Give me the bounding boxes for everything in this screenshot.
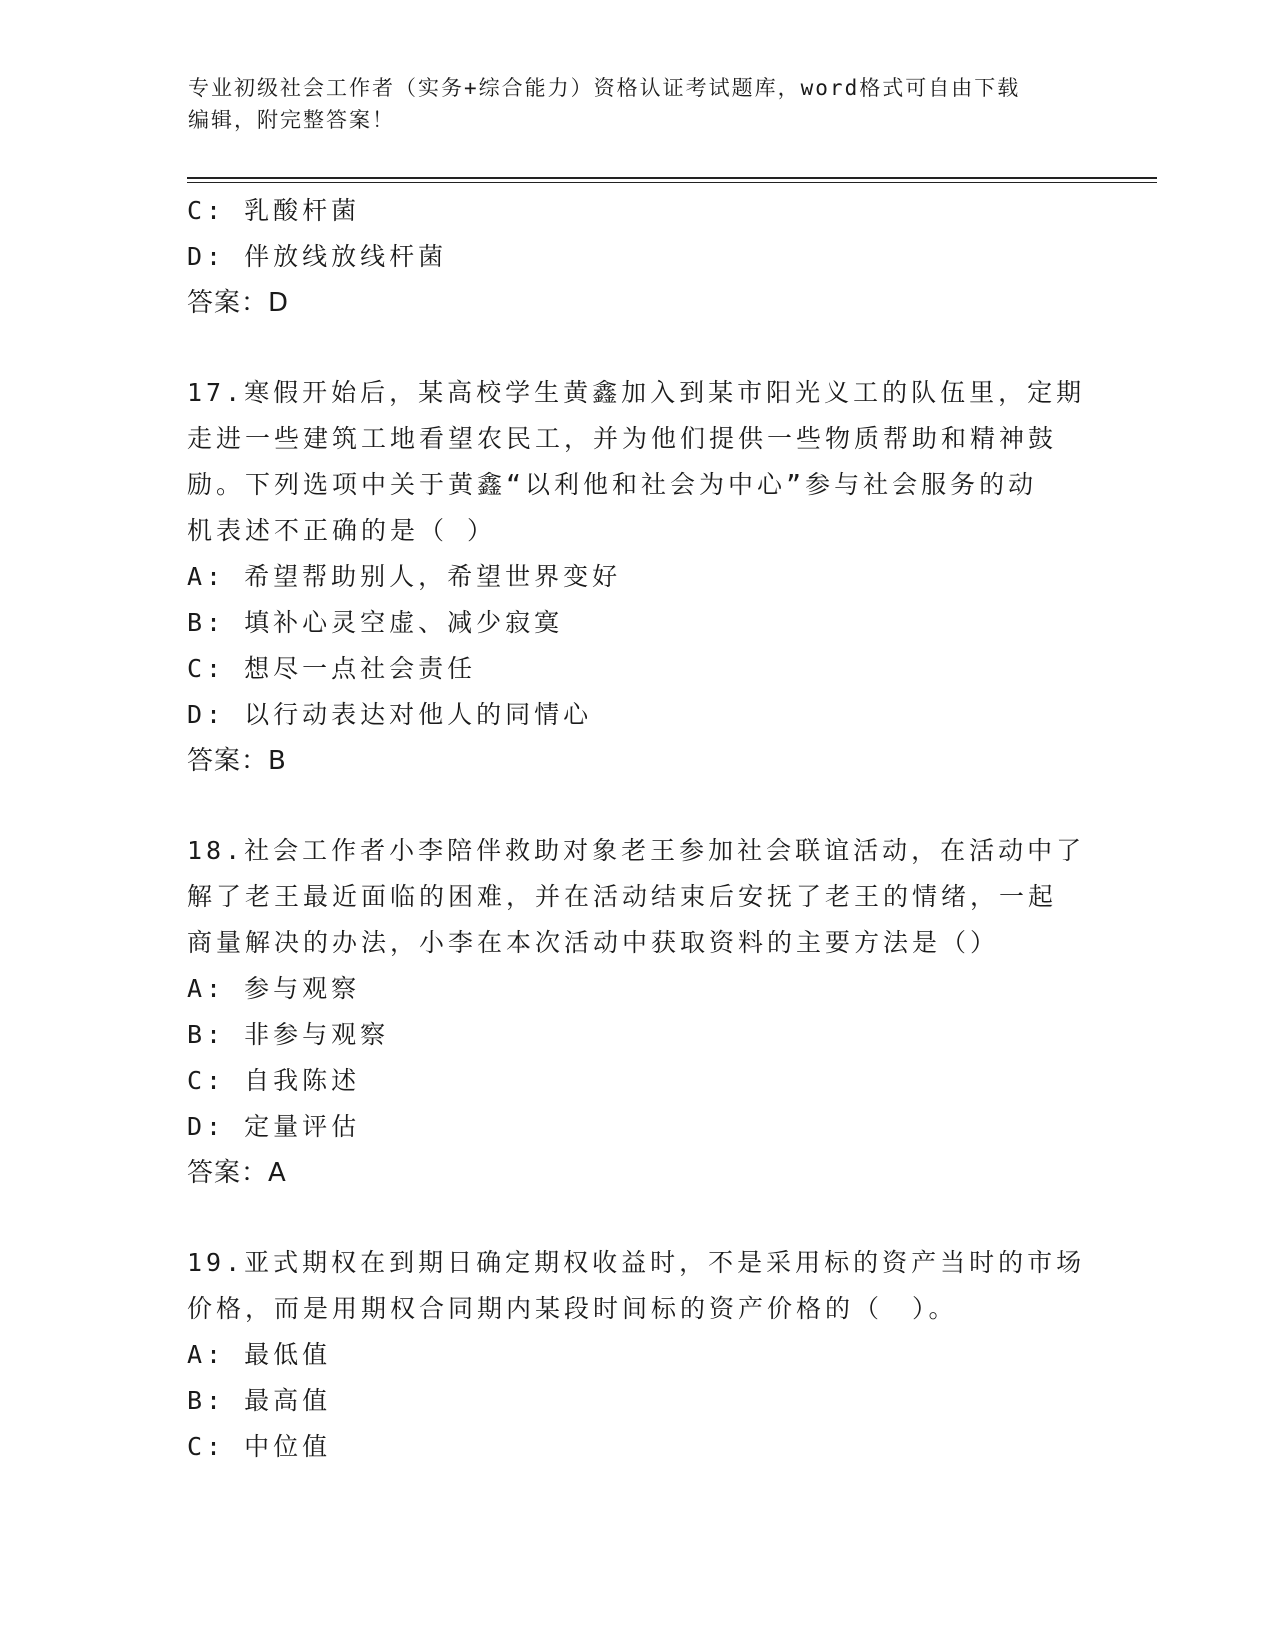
question-stem [187, 1240, 1087, 1332]
option-b: B: 填补心灵空虚、减少寂寞 [187, 608, 564, 637]
stem-line: 走进一些建筑工地看望农民工，并为他们提供一些物质帮助和精神鼓 [187, 424, 1058, 453]
option-d: D: 伴放线放线杆菌 [187, 242, 448, 271]
stem-line: 励。下列选项中关于黄鑫“以利他和社会为中心”参与社会服务的动 [187, 470, 1038, 499]
question-16-continued [187, 188, 1087, 326]
option-c: C: 乳酸杆菌 [187, 196, 361, 225]
stem-line: 机表述不正确的是（ ） [187, 516, 497, 545]
option-c: C: 自我陈述 [187, 1066, 361, 1095]
stem-line: 价格，而是用期权合同期内某段时间标的资产价格的（ ）。 [187, 1294, 958, 1323]
page-header [188, 72, 1088, 136]
option-d: D: 以行动表达对他人的同情心 [187, 700, 593, 729]
stem-line: 商量解决的办法，小李在本次活动中获取资料的主要方法是（） [187, 928, 1000, 957]
answer-line: 答案：A [187, 1158, 287, 1188]
question-stem [187, 370, 1087, 554]
answer-line: 答案：D [187, 288, 290, 318]
stem-line: 19.亚式期权在到期日确定期权收益时，不是采用标的资产当时的市场 [187, 1248, 1086, 1277]
question-19 [187, 1240, 1087, 1470]
header-line-2: 编辑，附完整答案！ [188, 108, 395, 132]
stem-line: 17.寒假开始后，某高校学生黄鑫加入到某市阳光义工的队伍里，定期 [187, 378, 1086, 407]
option-b: B: 最高值 [187, 1386, 332, 1415]
option-a: A: 希望帮助别人，希望世界变好 [187, 562, 622, 591]
option-a: A: 最低值 [187, 1340, 332, 1369]
option-c: C: 中位值 [187, 1432, 332, 1461]
option-b: B: 非参与观察 [187, 1020, 390, 1049]
question-stem [187, 828, 1087, 966]
option-a: A: 参与观察 [187, 974, 361, 1003]
question-18 [187, 828, 1087, 1196]
question-17 [187, 370, 1087, 784]
stem-line: 18.社会工作者小李陪伴救助对象老王参加社会联谊活动，在活动中了 [187, 836, 1086, 865]
option-d: D: 定量评估 [187, 1112, 361, 1141]
header-line-1: 专业初级社会工作者（实务+综合能力）资格认证考试题库，word格式可自由下载 [188, 76, 1021, 100]
header-rule-thick [187, 177, 1157, 179]
stem-line: 解了老王最近面临的困难，并在活动结束后安抚了老王的情绪，一起 [187, 882, 1058, 911]
question-list [187, 188, 1087, 1470]
option-c: C: 想尽一点社会责任 [187, 654, 477, 683]
answer-line: 答案：B [187, 746, 287, 776]
header-rule-thin [187, 182, 1157, 183]
